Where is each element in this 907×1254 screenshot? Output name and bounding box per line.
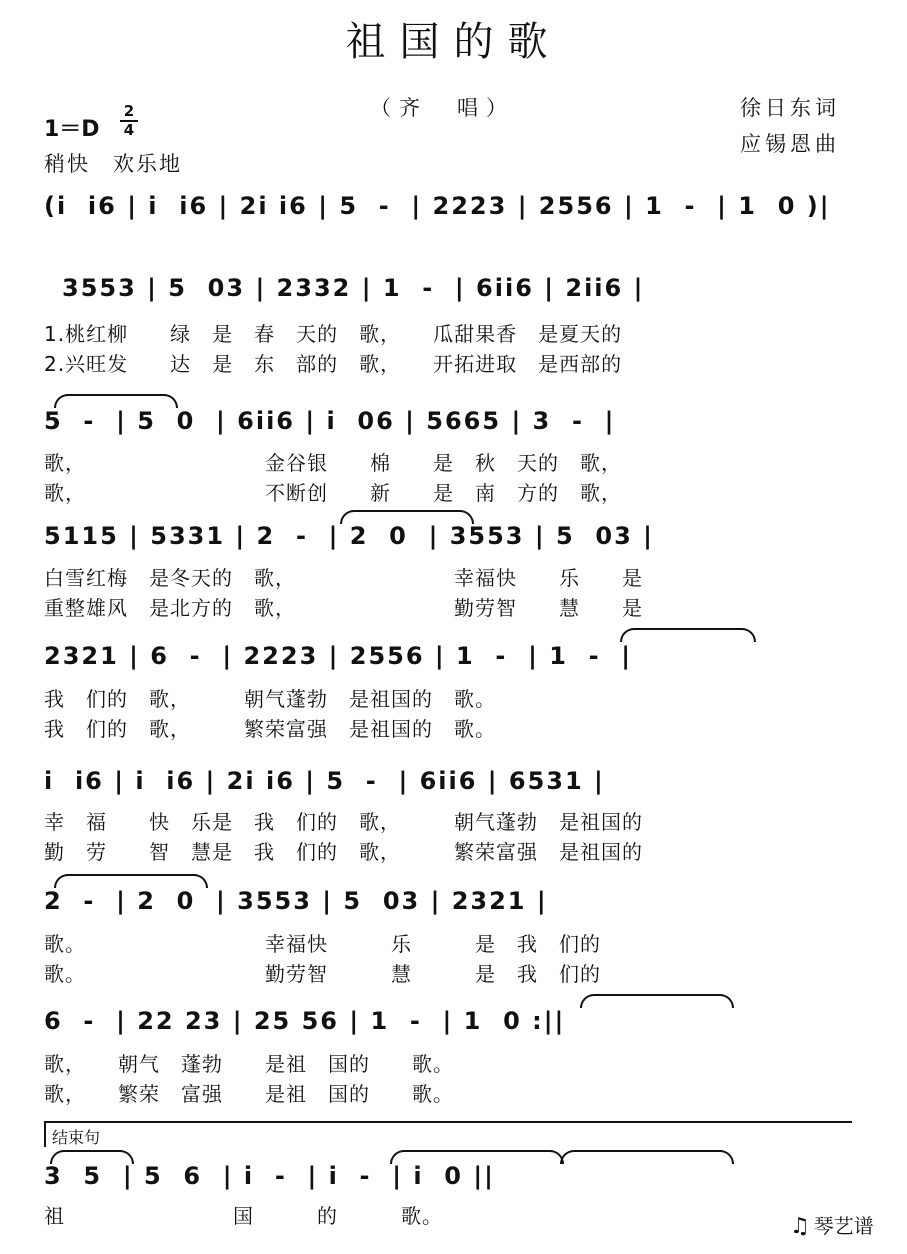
tie-arc — [54, 394, 178, 408]
score-system-3 — [0, 405, 907, 441]
score-system-2 — [0, 272, 907, 308]
lyric-verse-2: 重整雄风 是北方的 歌， 勤劳智 慧 是 — [44, 596, 643, 620]
score-system-9 — [0, 1160, 907, 1196]
ending-bracket — [44, 1121, 852, 1147]
time-signature — [120, 104, 138, 138]
tempo-marking: 稍快 欢乐地 — [44, 152, 182, 176]
lyric-coda: 祖 国 的 歌。 — [44, 1204, 443, 1228]
performance-style: （齐 唱） — [370, 96, 515, 120]
lyricist-credit: 徐日东词 — [740, 96, 840, 120]
watermark-text: 琴艺谱 — [813, 1214, 874, 1238]
logo-icon: ♫ — [790, 1214, 810, 1239]
tie-arc — [580, 994, 734, 1008]
notes-line: (i i6 | i i6 | 2i i6 | 5 - | 2223 | 2556 | 1 - | 1 0 )| — [44, 192, 831, 220]
score-system-6 — [0, 765, 907, 801]
lyric-verse-1: 1.桃红柳 绿 是 春 天的 歌， 瓜甜果香 是夏天的 — [44, 322, 623, 346]
lyric-verse-1: 歌。 幸福快 乐 是 我 们的 — [44, 932, 601, 956]
tie-arc — [620, 628, 756, 642]
watermark-logo — [790, 1210, 874, 1239]
lyric-verse-1: 歌， 金谷银 棉 是 秋 天的 歌， — [44, 451, 622, 475]
notes-line: 2321 | 6 - | 2223 | 2556 | 1 - | 1 - | — [44, 642, 633, 670]
lyric-verse-2: 歌。 勤劳智 慧 是 我 们的 — [44, 962, 601, 986]
tie-arc — [560, 1150, 734, 1164]
lyric-verse-2: 歌， 不断创 新 是 南 方的 歌， — [44, 481, 622, 505]
composer-credit: 应锡恩曲 — [740, 132, 840, 156]
key-signature: 1＝D — [44, 117, 100, 142]
notes-line: 6 - | 22 23 | 25 56 | 1 - | 1 0 :|| — [44, 1007, 566, 1035]
lyric-verse-2: 歌， 繁荣 富强 是祖 国的 歌。 — [44, 1082, 454, 1106]
song-title: 祖国的歌 — [345, 19, 562, 65]
score-system-5 — [0, 640, 907, 676]
lyric-verse-1: 歌， 朝气 蓬勃 是祖 国的 歌。 — [44, 1052, 454, 1076]
tie-arc — [50, 1150, 134, 1164]
notes-line: 2 - | 2 0 | 3553 | 5 03 | 2321 | — [44, 887, 548, 915]
score-system-8 — [0, 1005, 907, 1041]
lyric-verse-1: 我 们的 歌， 朝气蓬勃 是祖国的 歌。 — [44, 687, 496, 711]
notes-line: 3553 | 5 03 | 2332 | 1 - | 6ii6 | 2ii6 | — [62, 274, 645, 302]
lyric-verse-2: 2.兴旺发 达 是 东 部的 歌， 开拓进取 是西部的 — [44, 352, 623, 376]
tie-arc — [340, 510, 474, 524]
tie-arc — [390, 1150, 564, 1164]
lyric-verse-1: 白雪红梅 是冬天的 歌， 幸福快 乐 是 — [44, 566, 643, 590]
lyric-verse-2: 我 们的 歌， 繁荣富强 是祖国的 歌。 — [44, 717, 496, 741]
time-denominator: 4 — [123, 121, 135, 139]
lyric-verse-2: 勤 劳 智 慧是 我 们的 歌， 繁荣富强 是祖国的 — [44, 840, 643, 864]
score-system-4 — [0, 520, 907, 556]
score-system-7 — [0, 885, 907, 921]
score-system-1 — [0, 190, 907, 226]
tie-arc — [54, 874, 208, 888]
lyric-verse-1: 幸 福 快 乐是 我 们的 歌， 朝气蓬勃 是祖国的 — [44, 810, 643, 834]
notes-line: 5115 | 5331 | 2 - | 2 0 | 3553 | 5 03 | — [44, 522, 654, 550]
time-numerator: 2 — [123, 102, 135, 120]
notes-line: 5 - | 5 0 | 6ii6 | i 06 | 5665 | 3 - | — [44, 407, 616, 435]
notes-line: 3 5 | 5 6 | i - | i - | i 0 || — [44, 1162, 495, 1190]
ending-label: 结束句 — [52, 1128, 101, 1147]
notes-line: i i6 | i i6 | 2i i6 | 5 - | 6ii6 | 6531 | — [44, 767, 605, 795]
